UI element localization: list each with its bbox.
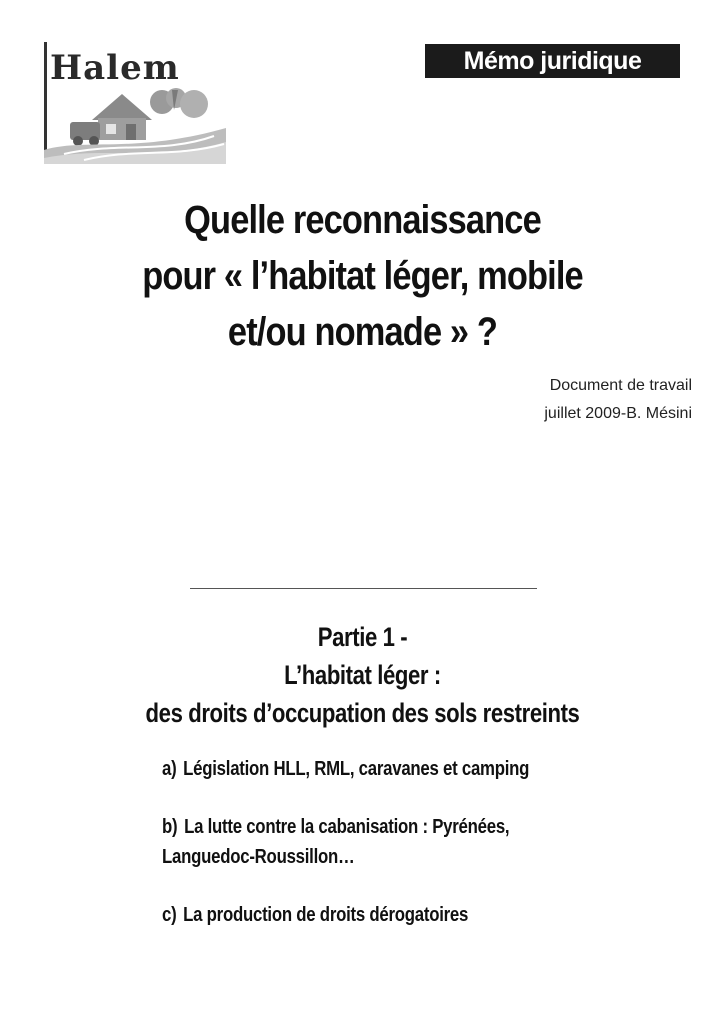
memo-juridique-banner: Mémo juridique [425,44,680,78]
outline-item-a [162,754,599,784]
document-date-author: juillet 2009-B. Mésini [544,405,692,422]
logo-wordmark: Halem [50,48,180,88]
item-label: b) [162,816,178,838]
item-text: La production de droits dérogatoires [183,904,469,926]
outline-list [162,754,599,958]
section-divider [190,588,537,589]
part-heading-block [98,618,627,732]
outline-item-c [162,900,599,930]
title-line-1: Quelle reconnaissance [184,198,541,242]
title-line-2: pour « l’habitat léger, mobile [142,254,583,298]
item-label: c) [162,904,177,926]
halem-logo [44,42,226,164]
item-text-continued: Languedoc-Roussillon… [162,846,355,868]
part-subheading: L’habitat léger : [284,660,441,690]
item-text: La lutte contre la cabanisation : Pyrénées, [184,816,510,838]
part-number: Partie 1 - [317,622,408,652]
item-text: Législation HLL, RML, caravanes et camping [183,758,530,780]
page-title [85,192,640,360]
item-label: a) [162,758,177,780]
document-type: Document de travail [549,377,692,394]
outline-item-b [162,812,599,872]
document-info [544,372,692,428]
part-description: des droits d’occupation des sols restreints [145,698,580,728]
title-line-3: et/ou nomade » ? [227,310,498,354]
